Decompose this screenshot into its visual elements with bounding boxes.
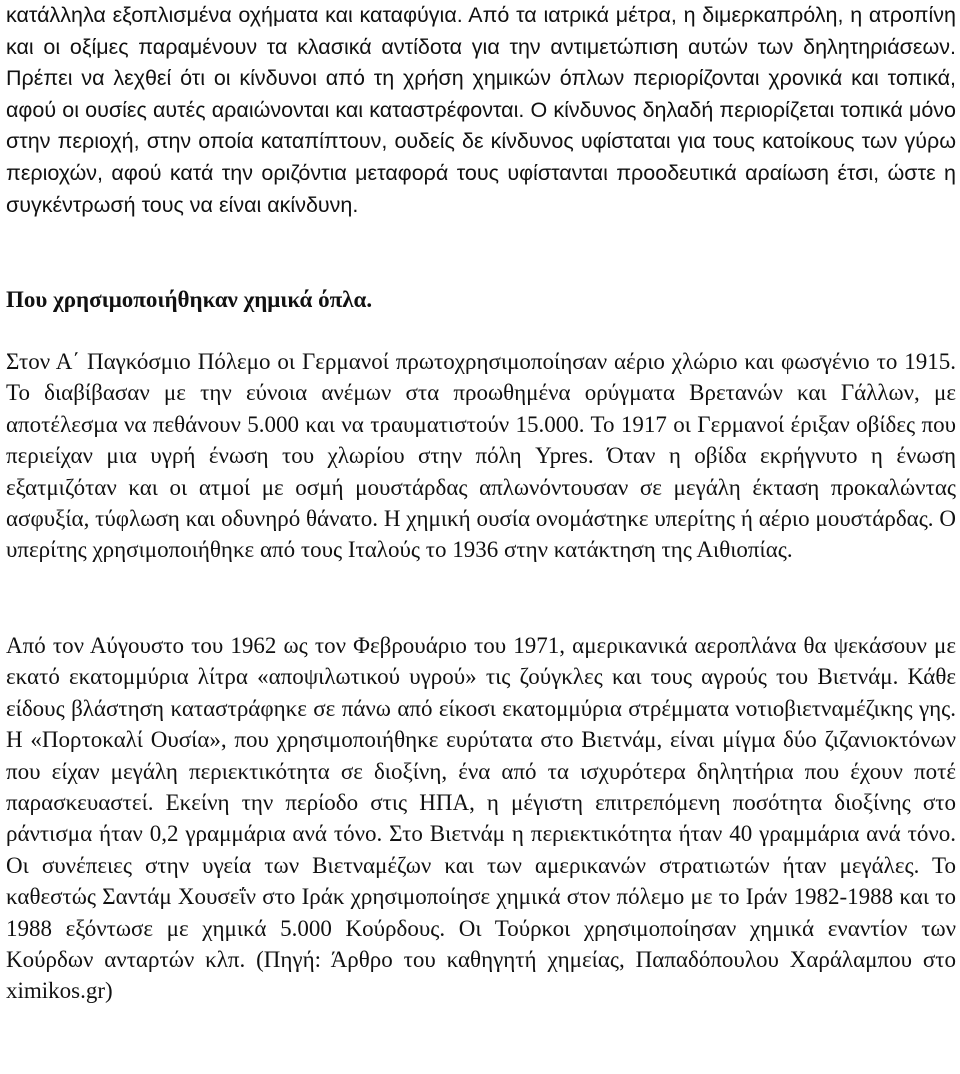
- vietnam-paragraph: Από τον Αύγουστο του 1962 ως τον Φεβρουάριο του 1971, αμερικανικά αεροπλάνα θα ψεκάσουν με εκατό εκατομμύρια λίτρα «αποψιλωτικού υγρού» τις ζούγκλες και τους αγρούς του Βιετνάμ. Κάθε είδους βλάστηση καταστράφηκε σε πάνω από είκοσι εκατομμύρια στρέμματα νοτιοβιετναμέζικης γης. Η «Πορτοκαλί Ουσία», που χρησιμοποιήθηκε ευρύτατα στο Βιετνάμ, είναι μίγμα δύο ζιζανιοκτόνων που είχαν μεγάλη περιεκτικότητα σε διοξίνη, ένα από τα ισχυρότερα δηλητήρια που έχουν ποτέ παρασκευαστεί. Εκείνη την περίοδο στις ΗΠΑ, η μέγιστη επιτρεπόμενη ποσότητα διοξίνης στο ράντισμα ήταν 0,2 γραμμάρια ανά τόνο. Στο Βιετνάμ η περιεκτικότητα ήταν 40 γραμμάρια ανά τόνο. Οι συνέπειες στην υγεία των Βιετναμέζων και των αμερικανών στρατιωτών ήταν μεγάλες. Το καθεστώς Σαντάμ Χουσεΐν στο Ιράκ χρησιμοποίησε χημικά στον πόλεμο με το Ιράν 1982-1988 και το 1988 εξόντωσε με χημικά 5.000 Κούρδους. Οι Τούρκοι χρησιμοποίησαν χημικά εναντίον των Κούρδων ανταρτών κλπ. (Πηγή: Άρθρο του καθηγητή χημείας, Παπαδόπουλου Χαράλαμπου στο ximikos.gr): [6, 633, 956, 1004]
- section-heading: Που χρησιμοποιήθηκαν χημικά όπλα.: [6, 287, 373, 312]
- intro-paragraph: κατάλληλα εξοπλισμένα οχήματα και καταφύγια. Από τα ιατρικά μέτρα, η διμερκαπρόλη, η ατροπίνη και οι οξίμες παραμένουν τα κλασικά αντίδοτα για την αντιμετώπιση αυτών των δηλητηριάσεων. Πρέπει να λεχθεί ότι οι κίνδυνοι από τη χρήση χημικών όπλων περιορίζονται χρονικά και τοπικά, αφού οι ουσίες αυτές αραιώνονται και καταστρέφονται. Ο κίνδυνος δηλαδή περιορίζεται τοπικά μόνο στην περιοχή, στην οποία καταπίπτουν, ουδείς δε κίνδυνος υφίσταται για τους κατοίκους των γύρω περιοχών, αφού κατά την οριζόντια μεταφορά τους υφίστανται προοδευτικά αραίωση έτσι, ώστε η συγκέντρωσή τους να είναι ακίνδυνη.: [6, 3, 956, 217]
- ww1-paragraph: Στον Α΄ Παγκόσμιο Πόλεμο οι Γερμανοί πρωτοχρησιμοποίησαν αέριο χλώριο και φωσγένιο το 1915. Το διαβίβασαν με την εύνοια ανέμων στα προωθημένα ορύγματα Βρετανών και Γάλλων, με αποτέλεσμα να πεθάνουν 5.000 και να τραυματιστούν 15.000. Το 1917 οι Γερμανοί έριξαν οβίδες που περιείχαν μια υγρή ένωση του χλωρίου στην πόλη Ypres. Όταν η οβίδα εκρήγνυτο η ένωση εξατμιζόταν και οι ατμοί με οσμή μουστάρδας απλωνόντουσαν σε μεγάλη έκταση προκαλώντας ασφυξία, τύφλωση και οδυνηρό θάνατο. Η χημική ουσία ονομάστηκε υπερίτης ή αέριο μουστάρδας. Ο υπερίτης χρησιμοποιήθηκε από τους Ιταλούς το 1936 στην κατάκτηση της Αιθιοπίας.: [6, 349, 956, 563]
